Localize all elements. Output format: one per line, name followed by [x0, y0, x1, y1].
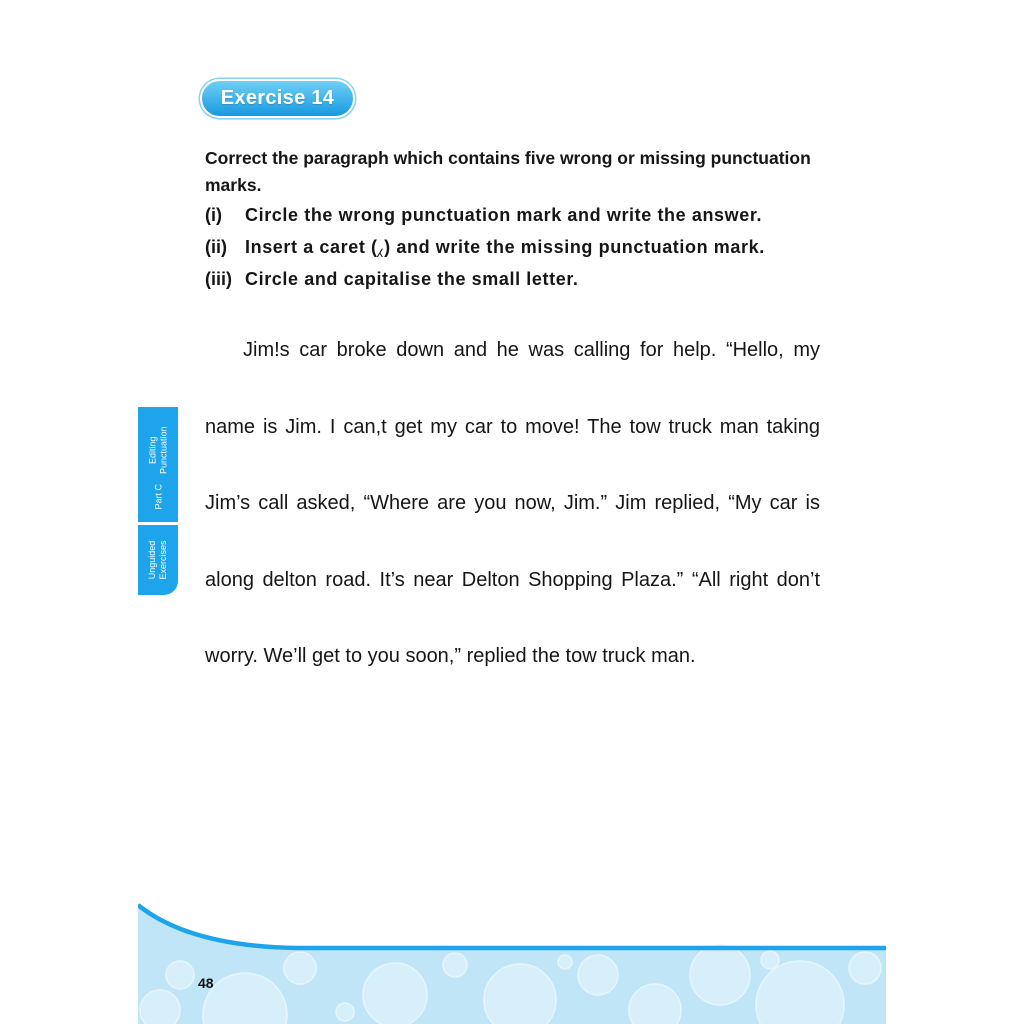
bubble-decoration [363, 963, 427, 1024]
exercise-title: Exercise 14 [220, 87, 335, 109]
paragraph-line: worry. We’ll get to you soon,” replied the tow truck man. [205, 645, 696, 667]
exercise-badge [200, 79, 355, 118]
side-tab-subsection-content [138, 525, 178, 595]
instructions-intro: Correct the paragraph which contains five wrong or missing punctuation marks. [205, 147, 811, 195]
instruction-steps [205, 199, 835, 295]
side-tab-subsection-line: Unguided [147, 540, 157, 580]
bubble-decoration [443, 953, 467, 977]
step-marker: (ii) [205, 237, 227, 257]
bubble-decoration [578, 955, 618, 995]
bubble-decoration [761, 951, 779, 969]
paragraph-line: Jim!s car broke down and he was calling for help. “Hello, my [243, 339, 820, 361]
instruction-step [205, 231, 835, 263]
side-tab-section [138, 407, 178, 522]
page-number: 48 [198, 975, 214, 991]
bubble-decoration [690, 945, 750, 1005]
side-tab-section-line: Punctuation [158, 426, 168, 474]
bubble-decoration [849, 952, 881, 984]
side-tab-part-label: Part C [152, 483, 163, 509]
step-marker: (iii) [205, 269, 232, 289]
side-tab-subsection-line: Exercises [158, 540, 168, 580]
instruction-step [205, 199, 835, 231]
step-text: Circle the wrong punctuation mark and write the answer. [245, 205, 763, 225]
footer-wave-decoration [138, 895, 886, 1024]
side-tab-section-line: Editing [147, 436, 157, 464]
bubble-decoration [336, 1003, 354, 1021]
side-tab-subsection-label [147, 541, 169, 580]
bubble-decoration [140, 990, 180, 1024]
bubble-decoration [558, 955, 572, 969]
side-tab-subsection [138, 525, 178, 595]
paragraph-line: Jim’s call asked, “Where are you now, Jim.” Jim replied, “My car is [205, 492, 820, 514]
step-text: Insert a caret (⁁) and write the missing punctuation mark. [245, 237, 765, 257]
footer-wave-line [138, 905, 886, 948]
paragraph-line: along delton road. It’s near Delton Shopping Plaza.” “All right don’t [205, 568, 820, 591]
bubble-decoration [284, 952, 316, 984]
side-tab-section-content [138, 407, 178, 522]
side-tab-section-label [147, 426, 169, 474]
step-marker: (i) [205, 205, 222, 225]
exercise-paragraph [205, 312, 820, 695]
paragraph-line: name is Jim. I can,t get my car to move! The tow truck man taking [205, 415, 820, 438]
bubble-decoration [166, 961, 194, 989]
step-text: Circle and capitalise the small letter. [245, 269, 579, 289]
instruction-step [205, 263, 835, 295]
